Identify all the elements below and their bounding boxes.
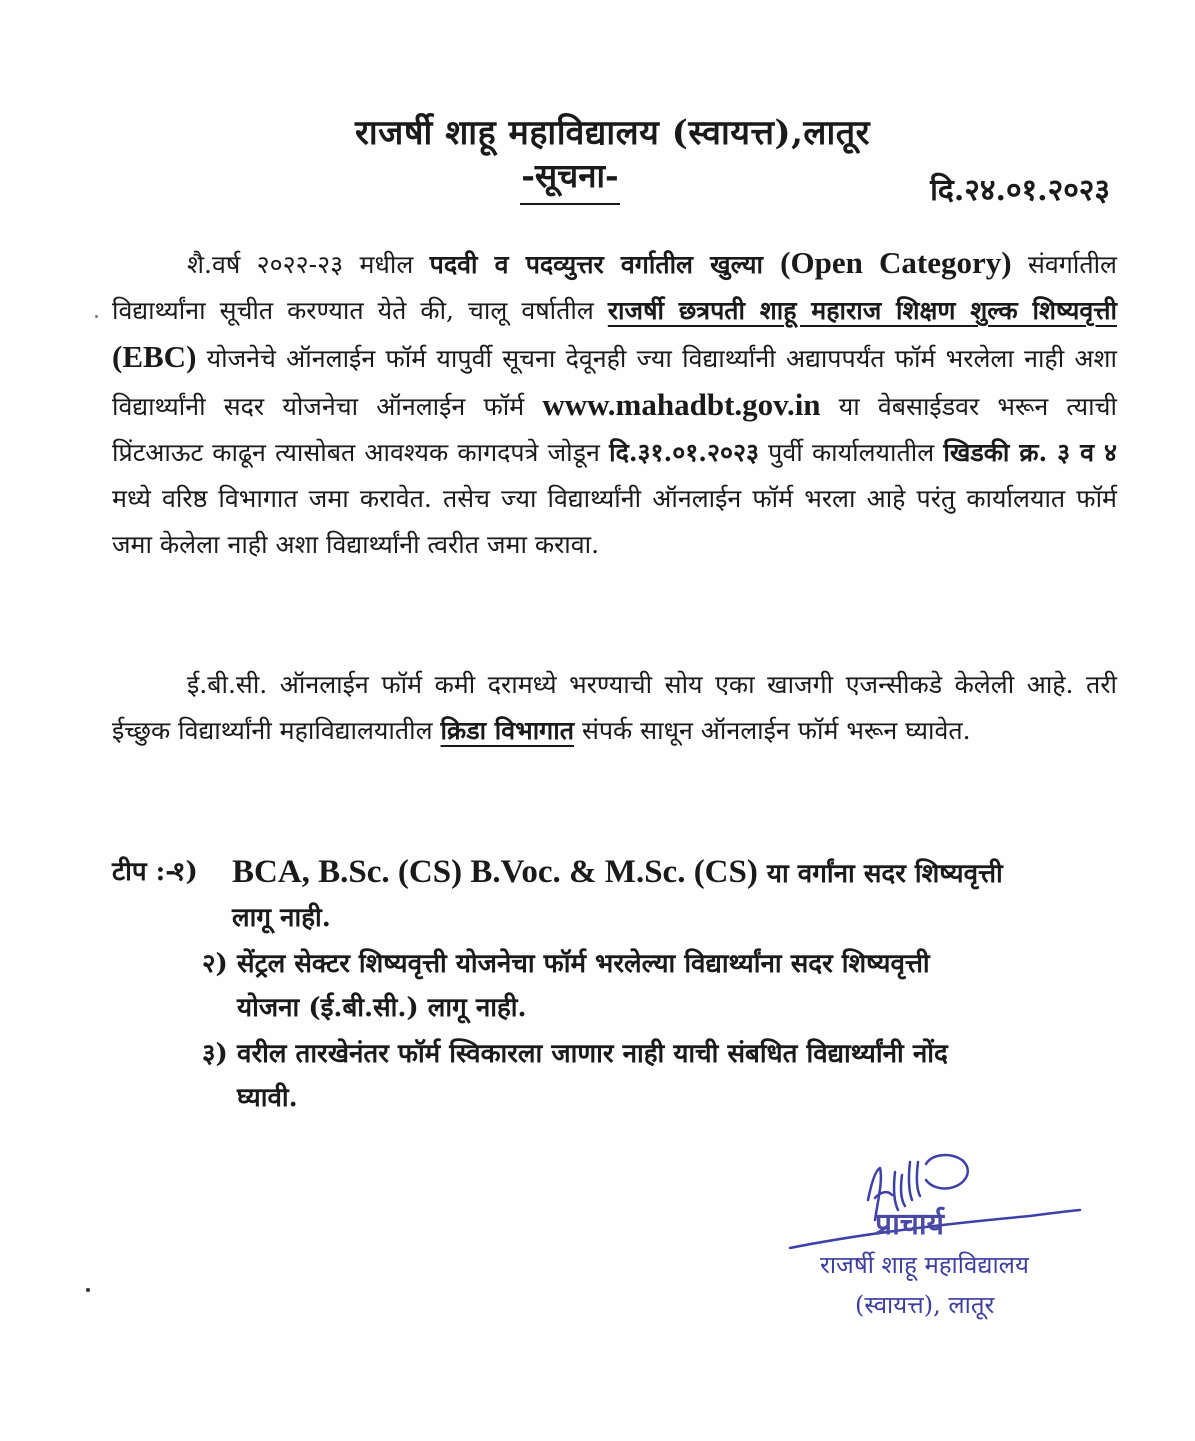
notes-section [112,850,1122,1122]
notes-prefix: टीप :- [112,857,177,887]
para1-text-4: या वेबसाईडवर भरून त्याची प्रिंटआऊट काढून त्यासोबत आवश्यक कागदपत्रे जोडून [112,392,1117,467]
para1-scheme-name: राजर्षी छत्रपती शाहू महाराज शिक्षण शुल्क शिष्यवृत्ती [607,296,1117,325]
note-item [112,850,1122,940]
stamp-college-city: (स्वायत्त), लातूर [855,1291,995,1319]
college-title: राजर्षी शाहू महाविद्यालय (स्वायत्त),लातूर [354,113,871,153]
principal-signature-block [780,1140,1100,1340]
note-text-a: वरील तारखेनंतर फॉर्म स्विकारला जाणार नाही याची संबधित विद्यार्थ्यांनी नोंद [237,1039,948,1069]
para1-deadline: दि.३१.०१.२०२३ [609,438,759,467]
mahadbt-website-link[interactable]: www.mahadbt.gov.in [542,387,821,422]
para1-text-6: मध्ये वरिष्ठ विभागात जमा करावेत. तसेच ज्या विद्यार्थ्यांनी ऑनलाईन फॉर्म भरला आहे परंतु कार्यालयात फॉर्म जमा केलेला नाही अशा विद्यार्थ्यांनी त्वरीत जमा करावा. [112,484,1117,559]
note-text-b: योजना (ई.बी.सी.) लागू नाही. [237,993,527,1023]
scan-speck [95,315,98,318]
note-text-a: या वर्गांना सदर शिष्यवृत्ती [757,859,1003,889]
para1-ebc: (EBC) [112,339,197,374]
note-number: २) [202,949,228,979]
note-courses: BCA, B.Sc. (CS) B.Voc. & M.Sc. (CS) [232,854,758,890]
note-number: १) [172,857,198,887]
note-text-a: सेंट्रल सेक्टर शिष्यवृत्ती योजनेचा फॉर्म भरलेल्या विद्यार्थ्यांना सदर शिष्यवृत्ती [237,949,930,979]
paragraph-agency [112,662,1117,754]
note-number: ३) [202,1039,228,1069]
scan-speck [86,1288,90,1292]
para1-open-category: (Open Category) [780,245,1012,280]
note-item [112,1032,1122,1120]
note-text [112,942,1122,1030]
para1-text-5: पुर्वी कार्यालयातील [758,438,944,467]
para1-text-1: शै.वर्ष २०२२-२३ मधील [187,250,430,279]
note-text [112,1032,1122,1120]
notice-date: दि.२४.०१.२०२३ [930,173,1110,208]
note-item [112,942,1122,1030]
paragraph-main [112,240,1117,568]
heading-underline [520,203,620,205]
para2-sports-dept: क्रिडा विभागात [440,716,574,745]
para2-text-2: संपर्क साधून ऑनलाईन फॉर्म भरून घ्यावेत. [574,716,971,745]
notice-heading: -सूचना- [521,156,619,195]
note-text-b: घ्यावी. [237,1083,298,1113]
note-text-b: लागू नाही. [232,903,331,933]
stamp-college-name: राजर्षी शाहू महाविद्यालय [820,1251,1029,1279]
para1-category: पदवी व पदव्युत्तर वर्गातील खुल्या [429,250,781,279]
para1-text-3: योजनेचे ऑनलाईन फॉर्म यापुर्वी सूचना देवूनही ज्या विद्यार्थ्यांनी अद्यापपर्यंत फॉर्म भरलेला नाही अशा विद्यार्थ्यांनी सदर योजनेचा ऑनलाईन फॉर्म [112,344,1117,421]
note-text [112,850,1122,940]
para2-text-1: ई.बी.सी. ऑनलाईन फॉर्म कमी दरामध्ये भरण्याची सोय एका खाजगी एजन्सीकडे केलेली आहे. तरी ईच्छुक विद्यार्थ्यांनी महाविद्यालयातील [112,670,1117,745]
para1-text-2: संवर्गातील विद्यार्थ्यांना सूचीत करण्यात येते की, चालू वर्षातील [112,250,1117,325]
para1-window-number: खिडकी क्र. ३ व ४ [943,438,1117,467]
principal-title: प्राचार्य [875,1207,945,1242]
